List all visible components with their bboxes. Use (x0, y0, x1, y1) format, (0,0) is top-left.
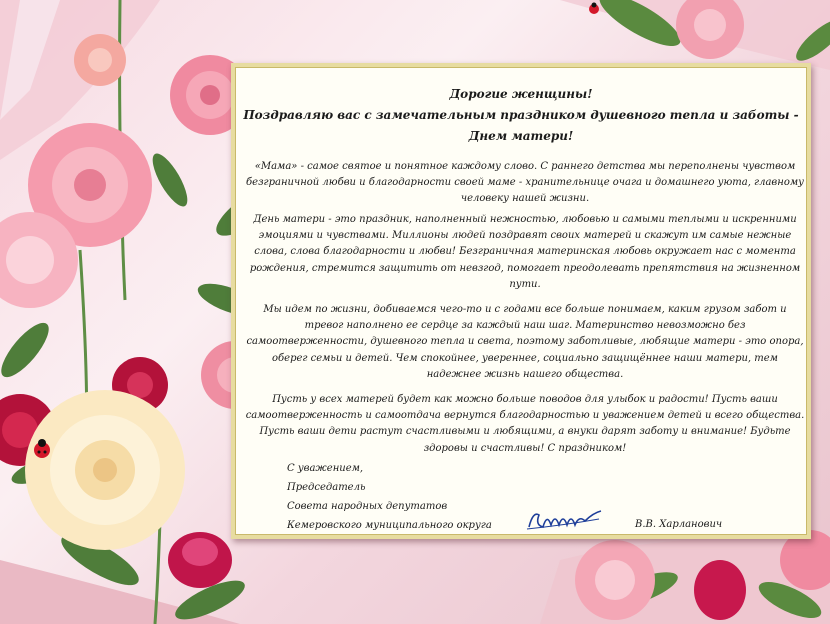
card-heading-line-2: Поздравляю вас с замечательным праздником душевного тепла и заботы - (243, 108, 799, 122)
pink-rose (575, 540, 655, 620)
cream-rose (25, 390, 185, 550)
greeting-card (231, 63, 811, 539)
pink-rose (676, 0, 744, 59)
signature-line-council: Совета народных депутатов (287, 501, 448, 512)
crimson-rosebud (168, 532, 232, 588)
crimson-rosebud (694, 560, 746, 620)
handwritten-signature (525, 505, 605, 535)
paragraph-3: Мы идем по жизни, добиваемся чего-то и с годами все больше понимаем, каким грузом забот и тревог наполнено ее сердце за каждый наш шаг. Материнство невозможно без самоотверженности, душевного тепла и света, поэтому заботливые, любящие матери - это опора, оберег семьи и детей. Чем спокойнее, увереннее, социально защищённее наши матери, тем надежнее жизнь нашего общества. (246, 304, 804, 380)
paragraph-2: День матери - это праздник, наполненный нежностью, любовью и самыми теплыми и искренними эмоциями и чувствами. Миллионы людей поздравят своих матерей и скажут им самые нежные слова, слова благодарности и любви! Безграничная материнская любовь окружает нас с момента рождения, стремится защитить от невзгод, помогает преодолевать препятствия на жизненном пути. (249, 214, 801, 290)
signer-name: В.В. Харланович (635, 519, 723, 530)
signature-line-position: Председатель (287, 482, 366, 493)
signature-line-regards: С уважением, (287, 463, 364, 474)
paragraph-1: «Мама» - самое святое и понятное каждому слово. С раннего детства мы переполнены чувством безграничной любви и благодарности своей маме - хранительнице очага и домашнего уюта, главному человеку нашей жизни. (246, 161, 804, 205)
card-heading-line-3: Днем матери! (468, 129, 574, 143)
paragraph-4: Пусть у всех матерей будет как можно больше поводов для улыбок и радости! Пусть ваши самоотверженность и самоотдача вернутся благодарностью и уважением детей и всего общества. Пусть ваши дети растут счастливыми и любящими, а внуки дарят заботу и внимание! Будьте здоровы и счастливы! С праздником! (245, 394, 805, 454)
pink-rose (74, 34, 126, 86)
signature-line-district: Кемеровского муниципального округа (287, 520, 492, 531)
card-heading-line-1: Дорогие женщины! (449, 87, 593, 101)
